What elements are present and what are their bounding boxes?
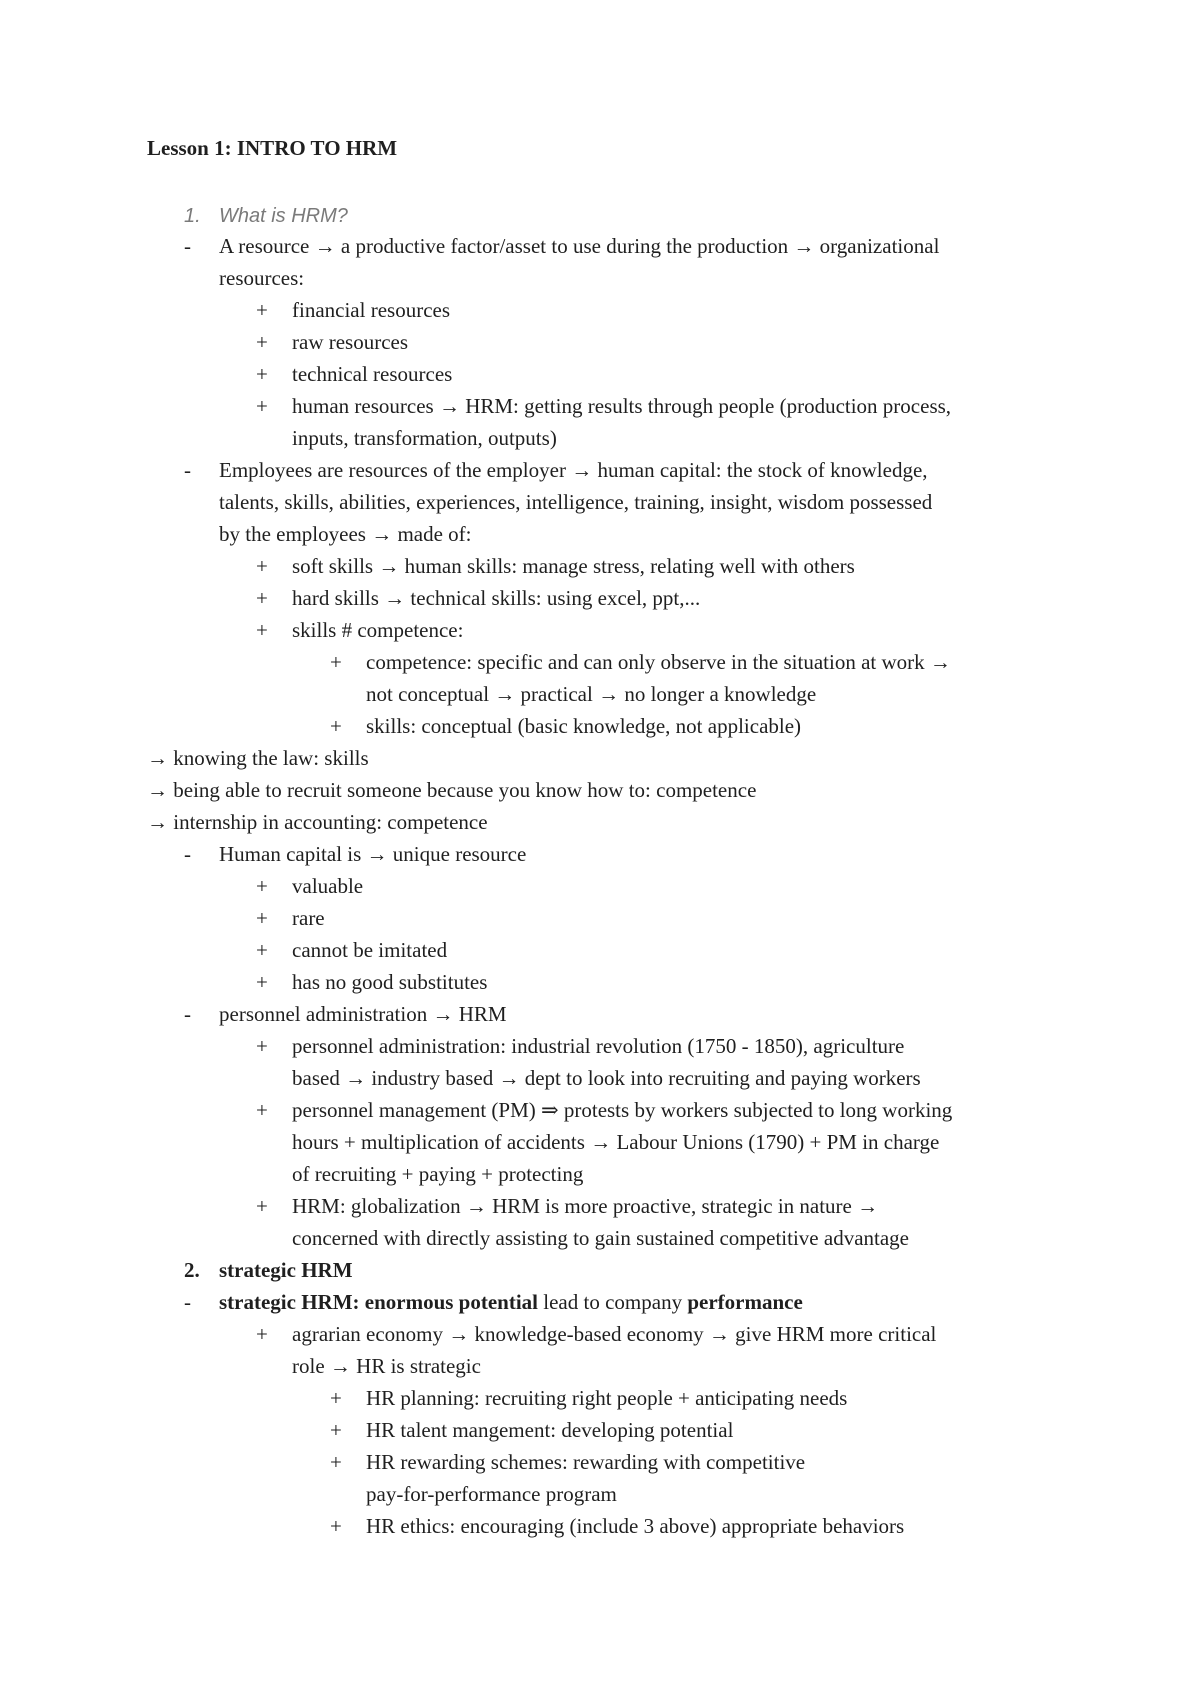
dash-marker: - [184, 1002, 191, 1026]
plus-marker: + [256, 394, 268, 418]
section-title: What is HRM? [219, 205, 348, 227]
item-text: skills # competence: [292, 618, 464, 642]
item-text: HR planning: recruiting right people + anticipating needs [366, 1386, 848, 1410]
plus-marker: + [256, 618, 268, 642]
dash-marker: - [184, 234, 191, 258]
plus-marker: + [330, 650, 342, 674]
item-text: by the employees → made of: [219, 522, 472, 546]
item-text: rare [292, 906, 325, 930]
plus-marker: + [256, 970, 268, 994]
item-text: HRM: globalization → HRM is more proactive, strategic in nature → [292, 1194, 879, 1218]
arrow-note: → being able to recruit someone because you know how to: competence [147, 778, 757, 802]
dash-marker: - [184, 1290, 191, 1314]
plus-marker: + [330, 714, 342, 738]
plus-marker: + [256, 330, 268, 354]
item-text: resources: [219, 266, 305, 290]
section-number: 1. [184, 205, 201, 227]
dash-marker: - [184, 458, 191, 482]
item-text: agrarian economy → knowledge-based economy → give HRM more critical [292, 1322, 937, 1346]
item-text: skills: conceptual (basic knowledge, not applicable) [366, 714, 802, 738]
item-text: A resource → a productive factor/asset to use during the production → organizational [219, 234, 940, 258]
item-text: personnel management (PM) ⇒ protests by workers subjected to long working [292, 1098, 953, 1122]
plus-marker: + [256, 554, 268, 578]
bold-text: performance [687, 1290, 803, 1314]
item-text: pay-for-performance program [366, 1482, 617, 1506]
plus-marker: + [256, 362, 268, 386]
item-text: HR talent mangement: developing potential [366, 1418, 734, 1442]
item-text: hard skills → technical skills: using excel, ppt,... [292, 586, 701, 610]
item-text: raw resources [292, 330, 409, 354]
dash-marker: - [184, 842, 191, 866]
plus-marker: + [256, 1098, 268, 1122]
plus-marker: + [256, 1034, 268, 1058]
plus-marker: + [330, 1514, 342, 1538]
plus-marker: + [256, 874, 268, 898]
item-text: personnel administration: industrial revolution (1750 - 1850), agriculture [292, 1034, 905, 1058]
item-text: financial resources [292, 298, 451, 322]
item-text: valuable [292, 874, 364, 898]
plus-marker: + [330, 1418, 342, 1442]
item-text: cannot be imitated [292, 938, 448, 962]
item-text: human resources → HRM: getting results through people (production process, [292, 394, 952, 418]
item-text: HR rewarding schemes: rewarding with competitive [366, 1450, 806, 1474]
item-text: inputs, transformation, outputs) [292, 426, 557, 450]
section-number: 2. [184, 1258, 200, 1282]
item-text: concerned with directly assisting to gain sustained competitive advantage [292, 1226, 909, 1250]
item-text: personnel administration → HRM [219, 1002, 507, 1026]
plus-marker: + [256, 1322, 268, 1346]
item-text: not conceptual → practical → no longer a knowledge [366, 682, 817, 706]
item-text: Human capital is → unique resource [219, 842, 527, 866]
item-text: soft skills → human skills: manage stress, relating well with others [292, 554, 855, 578]
item-text: has no good substitutes [292, 970, 488, 994]
plus-marker: + [330, 1450, 342, 1474]
plus-marker: + [256, 586, 268, 610]
arrow-note: → internship in accounting: competence [147, 810, 488, 834]
plain-text: lead to company [538, 1290, 688, 1314]
section-title: strategic HRM [219, 1258, 353, 1282]
item-text: HR ethics: encouraging (include 3 above) appropriate behaviors [366, 1514, 905, 1538]
plus-marker: + [256, 938, 268, 962]
item-text: hours + multiplication of accidents → Labour Unions (1790) + PM in charge [292, 1130, 940, 1154]
item-text: of recruiting + paying + protecting [292, 1162, 584, 1186]
arrow-note: → knowing the law: skills [147, 746, 369, 770]
plus-marker: + [256, 298, 268, 322]
plus-marker: + [330, 1386, 342, 1410]
plus-marker: + [256, 1194, 268, 1218]
item-text: based → industry based → dept to look into recruiting and paying workers [292, 1066, 921, 1090]
page-title: Lesson 1: INTRO TO HRM [147, 136, 398, 160]
item-text: competence: specific and can only observe in the situation at work → [366, 650, 951, 674]
item-text: talents, skills, abilities, experiences, intelligence, training, insight, wisdom possessed [219, 490, 933, 514]
item-text: Employees are resources of the employer → human capital: the stock of knowledge, [219, 458, 928, 482]
bold-text: strategic HRM: enormous potential [219, 1290, 539, 1314]
plus-marker: + [256, 906, 268, 930]
item-text: technical resources [292, 362, 453, 386]
item-text [219, 1286, 803, 1318]
item-text: role → HR is strategic [292, 1354, 481, 1378]
